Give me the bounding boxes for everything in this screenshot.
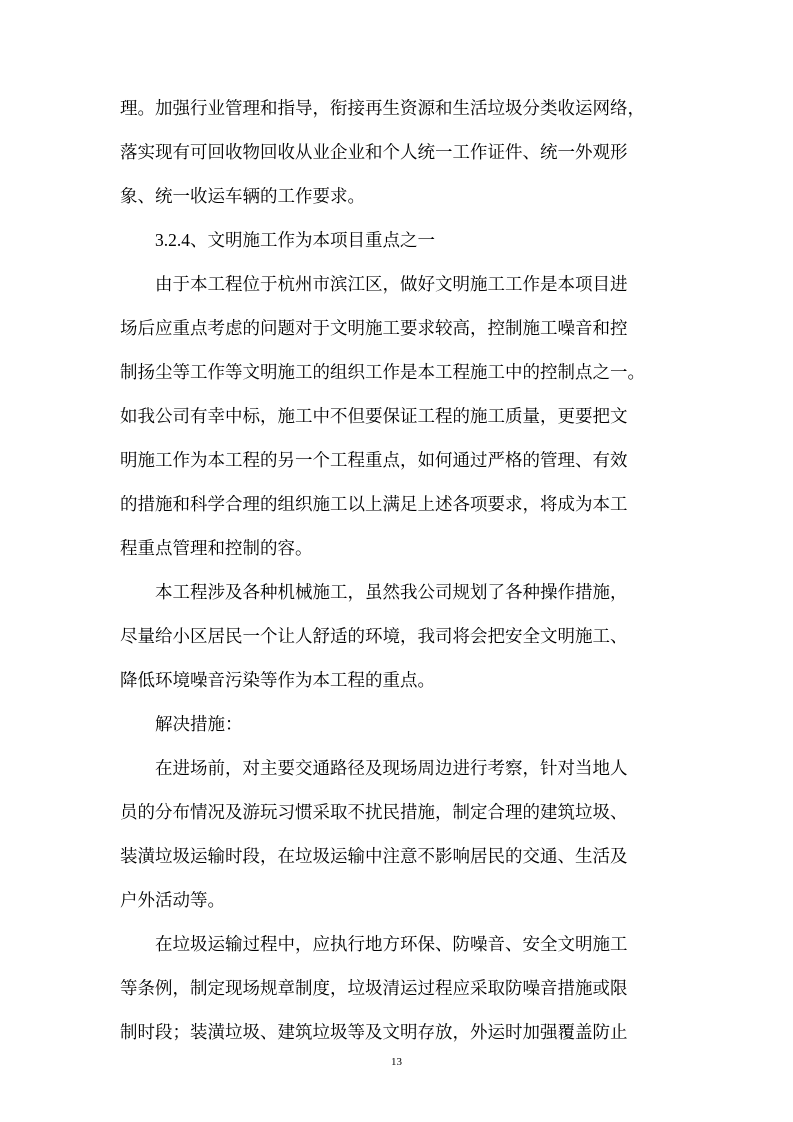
text-line: 如我公司有幸中标，施工中不但要保证工程的施工质量，更要把文: [120, 406, 628, 426]
text-line: 尽量给小区居民一个让人舒适的环境，我司将会把安全文明施工、: [120, 626, 628, 646]
text-line: 制时段；装潢垃圾、建筑垃圾等及文明存放，外运时加强覆盖防止: [120, 1022, 628, 1042]
text-line: 解决措施：: [155, 714, 243, 734]
text-line: 制扬尘等工作等文明施工的组织工作是本工程施工中的控制点之一。: [120, 362, 645, 382]
text-line: 装潢垃圾运输时段，在垃圾运输中注意不影响居民的交通、生活及: [120, 846, 628, 866]
text-line: 明施工作为本工程的另一个工程重点，如何通过严格的管理、有效: [120, 450, 628, 470]
text-line: 在进场前，对主要交通路径及现场周边进行考察，针对当地人: [155, 758, 628, 778]
text-line: 本工程涉及各种机械施工，虽然我公司规划了各种操作措施，: [155, 582, 628, 602]
text-line: 程重点管理和控制的容。: [120, 538, 313, 558]
text-line: 户外活动等。: [120, 890, 225, 910]
text-line: 象、统一收运车辆的工作要求。: [120, 186, 365, 206]
text-line: 落实现有可回收物回收从业企业和个人统一工作证件、统一外观形: [120, 142, 628, 162]
text-line: 员的分布情况及游玩习惯采取不扰民措施，制定合理的建筑垃圾、: [120, 802, 628, 822]
text-line: 等条例，制定现场规章制度，垃圾清运过程应采取防噪音措施或限: [120, 978, 628, 998]
text-line: 理。加强行业管理和指导，衔接再生资源和生活垃圾分类收运网络，: [120, 98, 645, 118]
section-heading: 3.2.4、文明施工作为本项目重点之一: [155, 230, 435, 250]
text-line: 的措施和科学合理的组织施工以上满足上述各项要求，将成为本工: [120, 494, 628, 514]
text-line: 场后应重点考虑的问题对于文明施工要求较高，控制施工噪音和控: [120, 318, 628, 338]
text-line: 由于本工程位于杭州市滨江区，做好文明施工工作是本项目进: [155, 274, 628, 294]
text-line: 在垃圾运输过程中，应执行地方环保、防噪音、安全文明施工: [155, 934, 628, 954]
text-line: 降低环境噪音污染等作为本工程的重点。: [120, 670, 435, 690]
page-number: 13: [391, 1056, 402, 1068]
